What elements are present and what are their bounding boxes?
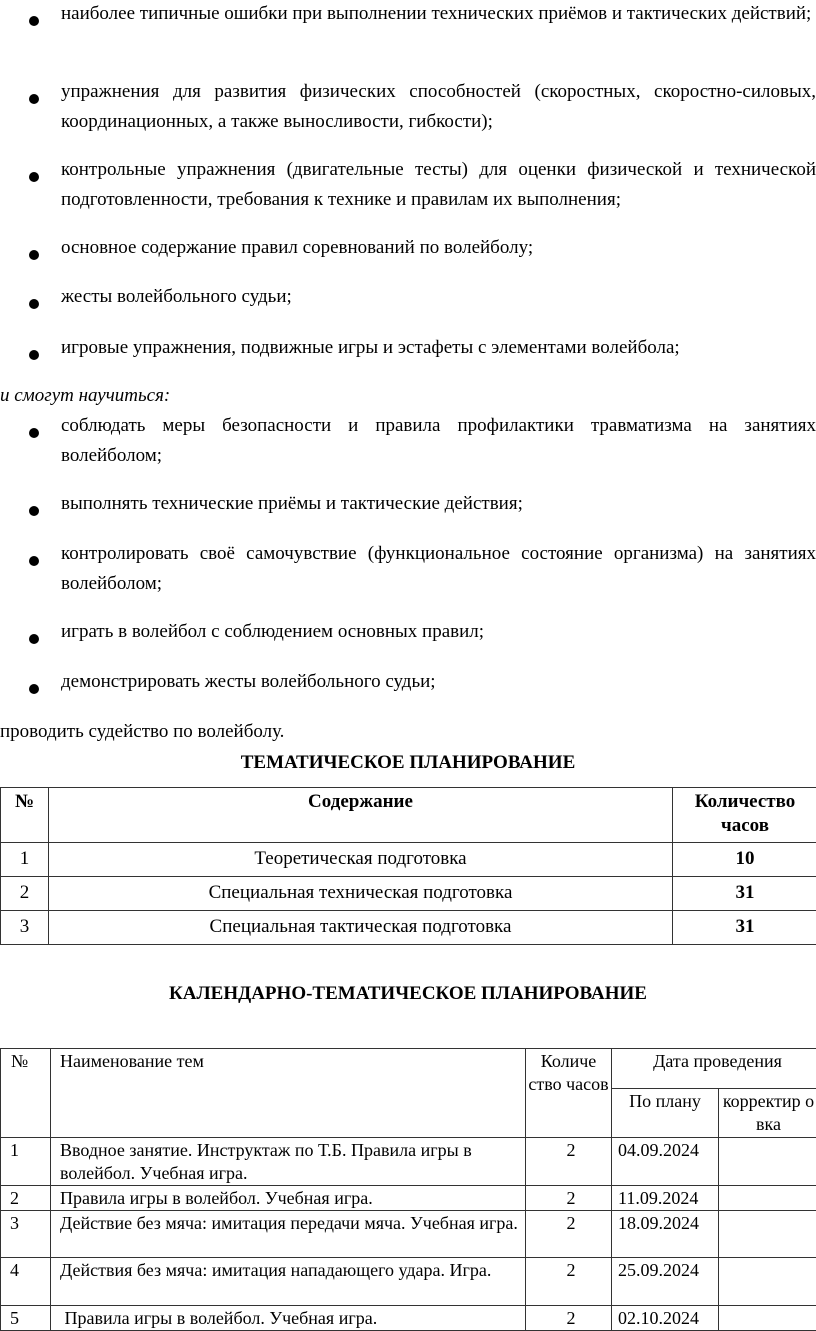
list-item: игровые упражнения, подвижные игры и эстафеты с элементами волейбола; bbox=[61, 333, 816, 363]
header-date: Дата проведения bbox=[612, 1049, 816, 1089]
header-hours: Количе ство часов bbox=[526, 1049, 612, 1138]
cell-topic: Правила игры в волейбол. Учебная игра. bbox=[51, 1186, 526, 1211]
cell-correction bbox=[719, 1258, 816, 1306]
bullet-icon bbox=[29, 428, 39, 438]
table-row bbox=[1, 911, 816, 945]
bullet-icon bbox=[29, 556, 39, 566]
cell-num: 2 bbox=[1, 877, 49, 911]
table-row bbox=[1, 1186, 816, 1211]
cell-correction bbox=[719, 1306, 816, 1331]
thematic-title: ТЕМАТИЧЕСКОЕ ПЛАНИРОВАНИЕ bbox=[0, 752, 816, 774]
cell-plan-date: 18.09.2024 bbox=[612, 1211, 719, 1258]
cell-correction bbox=[719, 1138, 816, 1186]
table-row bbox=[1, 1306, 816, 1331]
cell-correction bbox=[719, 1186, 816, 1211]
cell-num: 2 bbox=[1, 1186, 51, 1211]
list-item: выполнять технические приёмы и тактические действия; bbox=[61, 489, 816, 519]
cell-num: 3 bbox=[1, 911, 49, 945]
header-hours: Количество часов bbox=[673, 788, 816, 843]
list-item: наиболее типичные ошибки при выполнении технических приёмов и тактических действий; bbox=[61, 0, 816, 29]
list-item: играть в волейбол с соблюдением основных правил; bbox=[61, 617, 816, 647]
calendar-table bbox=[0, 1048, 816, 1331]
cell-hours: 10 bbox=[673, 843, 816, 877]
header-plan: По плану bbox=[612, 1089, 719, 1138]
cell-plan-date: 25.09.2024 bbox=[612, 1258, 719, 1306]
cell-num: 4 bbox=[1, 1258, 51, 1306]
cell-plan-date: 02.10.2024 bbox=[612, 1306, 719, 1331]
table-header-row bbox=[1, 788, 816, 843]
bullet-icon bbox=[29, 506, 39, 516]
thematic-table bbox=[0, 787, 816, 945]
cell-topic: Вводное занятие. Инструктаж по Т.Б. Правила игры в волейбол. Учебная игра. bbox=[51, 1138, 526, 1186]
bullet-icon bbox=[29, 684, 39, 694]
list-item: демонстрировать жесты волейбольного судьи; bbox=[61, 667, 816, 697]
bullet-icon bbox=[29, 16, 39, 26]
cell-hours: 31 bbox=[673, 877, 816, 911]
header-topic: Наименование тем bbox=[51, 1049, 526, 1138]
cell-topic: Действия без мяча: имитация нападающего удара. Игра. bbox=[51, 1258, 526, 1306]
header-correction: корректир овка bbox=[719, 1089, 816, 1138]
list-item: контролировать своё самочувствие (функциональное состояние организма) на занятиях волейболом; bbox=[61, 539, 816, 599]
cell-correction bbox=[719, 1211, 816, 1258]
cell-content: Специальная тактическая подготовка bbox=[49, 911, 673, 945]
cell-num: 3 bbox=[1, 1211, 51, 1258]
cell-num: 5 bbox=[1, 1306, 51, 1331]
cell-content: Специальная техническая подготовка bbox=[49, 877, 673, 911]
skills-intro: и смогут научиться: bbox=[0, 381, 170, 411]
list-item: жесты волейбольного судьи; bbox=[61, 282, 816, 312]
table-row bbox=[1, 1211, 816, 1258]
table-row bbox=[1, 1138, 816, 1186]
cell-hours: 2 bbox=[526, 1306, 612, 1331]
cell-topic: Действие без мяча: имитация передачи мяча. Учебная игра. bbox=[51, 1211, 526, 1258]
table-row bbox=[1, 843, 816, 877]
header-num: № bbox=[1, 788, 49, 843]
cell-hours: 2 bbox=[526, 1138, 612, 1186]
cell-hours: 2 bbox=[526, 1258, 612, 1306]
cell-hours: 2 bbox=[526, 1186, 612, 1211]
last-line: проводить судейство по волейболу. bbox=[0, 717, 284, 747]
header-num: № bbox=[1, 1049, 51, 1138]
list-item: упражнения для развития физических способностей (скоростных, скоростно-силовых, координационных, а также выносливости, гибкости); bbox=[61, 77, 816, 137]
list-item: контрольные упражнения (двигательные тесты) для оценки физической и технической подготовленности, требования к технике и правилам их выполнения; bbox=[61, 155, 816, 215]
table-header-row bbox=[1, 1049, 816, 1089]
cell-hours: 31 bbox=[673, 911, 816, 945]
cell-plan-date: 04.09.2024 bbox=[612, 1138, 719, 1186]
table-row bbox=[1, 1258, 816, 1306]
cell-num: 1 bbox=[1, 843, 49, 877]
bullet-icon bbox=[29, 250, 39, 260]
list-item: соблюдать меры безопасности и правила профилактики травматизма на занятиях волейболом; bbox=[61, 411, 816, 471]
cell-topic: Правила игры в волейбол. Учебная игра. bbox=[51, 1306, 526, 1331]
bullet-icon bbox=[29, 172, 39, 182]
bullet-icon bbox=[29, 299, 39, 309]
cell-content: Теоретическая подготовка bbox=[49, 843, 673, 877]
calendar-title: КАЛЕНДАРНО-ТЕМАТИЧЕСКОЕ ПЛАНИРОВАНИЕ bbox=[0, 983, 816, 1005]
bullet-icon bbox=[29, 94, 39, 104]
cell-hours: 2 bbox=[526, 1211, 612, 1258]
header-content: Содержание bbox=[49, 788, 673, 843]
cell-plan-date: 11.09.2024 bbox=[612, 1186, 719, 1211]
bullet-icon bbox=[29, 634, 39, 644]
table-row bbox=[1, 877, 816, 911]
list-item: основное содержание правил соревнований по волейболу; bbox=[61, 233, 816, 263]
bullet-icon bbox=[29, 350, 39, 360]
cell-num: 1 bbox=[1, 1138, 51, 1186]
